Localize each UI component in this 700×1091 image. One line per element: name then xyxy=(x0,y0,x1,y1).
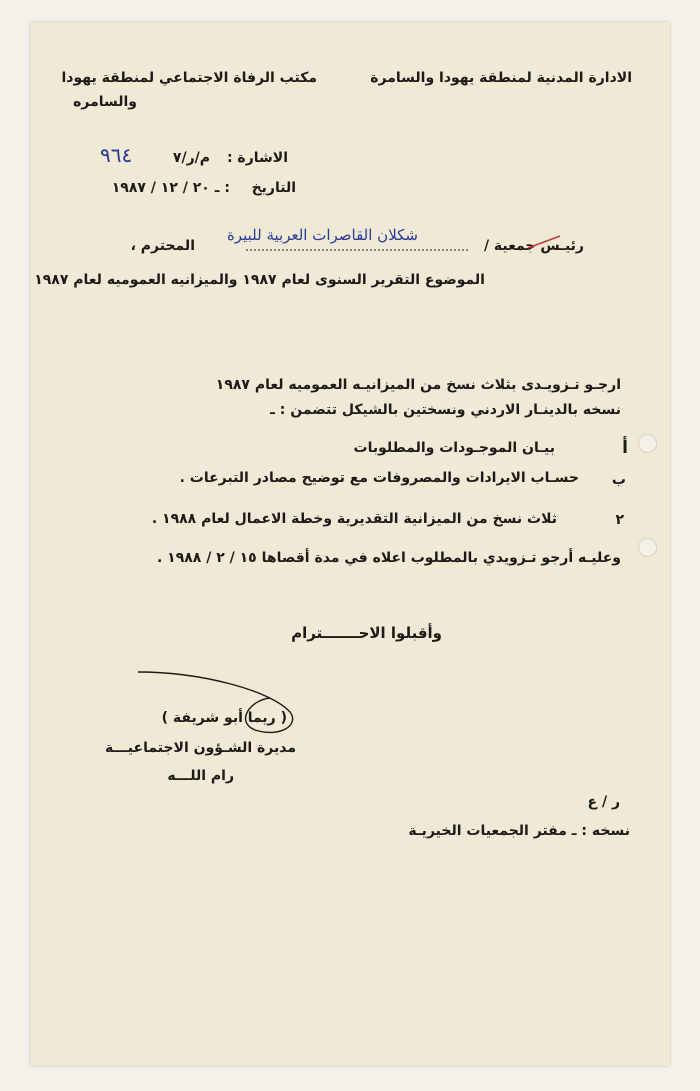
addressee-handwritten: شكلان القاصرات العربية للبيرة xyxy=(226,226,418,244)
body-line-2: نسخه بالدينـار الاردني ونسختين بالشيكل تتضمن : ـ xyxy=(270,402,621,418)
addressee-prefix: رئيـس جمعية / xyxy=(483,238,584,254)
initials: ر / ع xyxy=(587,794,620,810)
greeting: وأقبلوا الاحـــــــترام xyxy=(291,624,442,642)
handwritten-reference-number: ٩٦٤ xyxy=(100,143,133,167)
reference-label: الاشارة : xyxy=(226,150,288,166)
signatory-title: مديرة الشـؤون الاجتماعيـــة xyxy=(104,740,296,756)
date-value: : ـ ٢٠ / ١٢ / ١٩٨٧ xyxy=(111,180,230,196)
item-a-text: بيـان الموجـودات والمطلوبات xyxy=(353,440,555,456)
signatory-city: رام اللـــه xyxy=(167,768,234,784)
item-b-text: حسـاب الايرادات والمصروفات مع توضيح مصادر التبرعات . xyxy=(179,470,579,486)
date-label: التاريخ xyxy=(251,180,296,196)
item-marker-a: أ xyxy=(622,438,628,458)
closing-request: وعليـه أرجو تـزويدي بالمطلوب اعلاه في مدة أقصاها ١٥ / ٢ / ١٩٨٨ . xyxy=(156,550,621,566)
item-2-text: ثلاث نسخ من الميزانية التقديرية وخطة الاعمال لعام ١٩٨٨ . xyxy=(151,511,557,527)
header-welfare-office: مكتب الرفاة الاجتماعي لمنطقة يهودا xyxy=(61,70,317,86)
addressee-suffix: المحترم ، xyxy=(130,238,195,254)
item-marker-b: ب xyxy=(611,472,626,488)
signatory-name: ( ريما أبو شريفة ) xyxy=(161,710,287,726)
reference-value: م/ر/٧ xyxy=(172,150,210,166)
copy-note: نسخه : ـ مفتر الجمعيات الخيريـة xyxy=(408,823,630,839)
subject-line: الموضوع التقرير السنوى لعام ١٩٨٧ والميزانيه العموميه لعام ١٩٨٧ xyxy=(34,272,485,288)
header-welfare-office-line2: والسامره xyxy=(73,94,137,110)
item-marker-2: ٢ xyxy=(615,512,624,528)
header-civil-administration: الادارة المدنية لمنطقة يهودا والسامرة xyxy=(370,70,632,86)
body-line-1: ارجـو تـزويـدى بثلاث نسخ من الميزانيـه العموميه لعام ١٩٨٧ xyxy=(215,377,621,393)
